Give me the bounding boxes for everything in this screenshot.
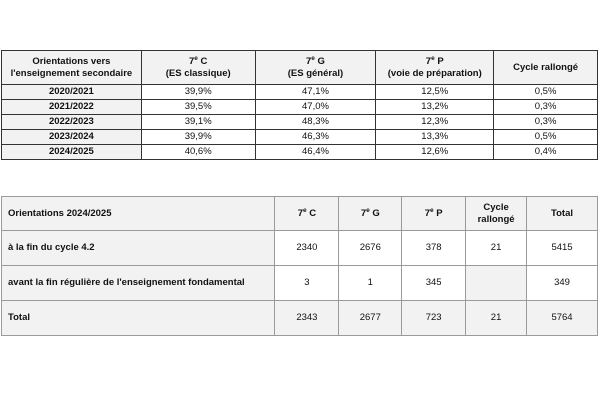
value-cell-7c: 39,5%	[141, 100, 255, 115]
year-cell: 2022/2023	[2, 115, 142, 130]
year-cell: 2021/2022	[2, 100, 142, 115]
header-7g-num: 7	[305, 55, 312, 67]
table-row	[2, 130, 598, 145]
header-cycle-line1: Cycle	[483, 201, 509, 213]
header-7g-sub: (ES général)	[287, 67, 344, 79]
value-cell-7c: 3	[275, 266, 339, 301]
header-7c-num: 7	[297, 207, 303, 219]
value-cell-cycle: 0,3%	[494, 100, 598, 115]
table-row	[2, 100, 598, 115]
value-cell-total: 5415	[527, 231, 598, 266]
value-cell-7p: 12,5%	[376, 85, 494, 100]
header-7g-letter: G	[314, 55, 325, 67]
value-cell-7p: 345	[402, 266, 466, 301]
header-7p-sup: e	[430, 206, 434, 214]
header-7p-sub: (voie de préparation)	[387, 67, 482, 79]
value-cell-cycle	[466, 266, 527, 301]
table-row	[2, 266, 598, 301]
value-cell-7c: 2343	[275, 301, 339, 336]
header-7c-letter: C	[197, 55, 208, 67]
value-cell-total: 5764	[527, 301, 598, 336]
value-cell-7g: 48,3%	[255, 115, 376, 130]
header-7c-letter: C	[306, 207, 317, 219]
value-cell-cycle: 0,4%	[494, 145, 598, 160]
header-cycle-line2: rallongé	[477, 213, 515, 225]
header-7g	[255, 51, 376, 85]
header-7c-sup: e	[302, 206, 307, 214]
header-cycle-rallonge	[466, 197, 527, 231]
header-7g	[339, 197, 402, 231]
value-cell-cycle: 0,5%	[494, 130, 598, 145]
table-header-row	[2, 51, 598, 85]
value-cell-7g: 47,1%	[255, 85, 376, 100]
header-7p-num: 7	[424, 207, 431, 219]
table-row-total	[2, 301, 598, 336]
header-total: Total	[527, 197, 598, 231]
header-7p	[376, 51, 494, 85]
table-row	[2, 231, 598, 266]
value-cell-7g: 47,0%	[255, 100, 376, 115]
orientation-counts-table	[1, 196, 598, 336]
table-row	[2, 145, 598, 160]
header-7g-sup: e	[311, 54, 315, 62]
header-7c	[141, 51, 255, 85]
value-cell-7p: 12,3%	[376, 115, 494, 130]
value-cell-7c: 39,1%	[141, 115, 255, 130]
header-orientations	[2, 51, 142, 85]
year-cell: 2023/2024	[2, 130, 142, 145]
header-7p-letter: P	[433, 207, 443, 219]
header-7g-sup: e	[366, 206, 370, 214]
value-cell-7p: 12,6%	[376, 145, 494, 160]
header-7g-letter: G	[369, 207, 380, 219]
header-cycle-rallonge: Cycle rallongé	[494, 51, 598, 85]
header-7p-num: 7	[425, 55, 432, 67]
value-cell-7p: 723	[402, 301, 466, 336]
header-7c-sup: e	[194, 54, 198, 62]
row-label: avant la fin régulière de l'enseignement fondamental	[2, 266, 275, 301]
orientation-percentages-table	[1, 50, 598, 160]
header-7p-sup: e	[431, 54, 435, 62]
header-7c-num: 7	[188, 55, 195, 67]
value-cell-7p: 13,2%	[376, 100, 494, 115]
header-7c	[275, 197, 339, 231]
header-orientations-line2: l'enseignement secondaire	[10, 67, 133, 79]
header-7g-num: 7	[360, 207, 367, 219]
header-7c-sub: (ES classique)	[165, 67, 231, 79]
year-cell: 2020/2021	[2, 85, 142, 100]
table-row	[2, 115, 598, 130]
value-cell-7g: 46,4%	[255, 145, 376, 160]
value-cell-7p: 378	[402, 231, 466, 266]
value-cell-7g: 46,3%	[255, 130, 376, 145]
value-cell-7c: 39,9%	[141, 85, 255, 100]
value-cell-cycle: 0,5%	[494, 85, 598, 100]
row-label: Total	[2, 301, 275, 336]
value-cell-7g: 1	[339, 266, 402, 301]
value-cell-7c: 2340	[275, 231, 339, 266]
value-cell-cycle: 21	[466, 231, 527, 266]
value-cell-cycle: 21	[466, 301, 527, 336]
header-7p-letter: P	[434, 55, 444, 67]
table-header-row	[2, 197, 598, 231]
header-orientations-2024: Orientations 2024/2025	[2, 197, 275, 231]
value-cell-7g: 2676	[339, 231, 402, 266]
row-label: à la fin du cycle 4.2	[2, 231, 275, 266]
header-orientations-line1: Orientations vers	[32, 55, 111, 67]
value-cell-7c: 39,9%	[141, 130, 255, 145]
value-cell-7c: 40,6%	[141, 145, 255, 160]
value-cell-7p: 13,3%	[376, 130, 494, 145]
header-7p	[402, 197, 466, 231]
value-cell-7g: 2677	[339, 301, 402, 336]
year-cell: 2024/2025	[2, 145, 142, 160]
value-cell-total: 349	[527, 266, 598, 301]
table-row	[2, 85, 598, 100]
value-cell-cycle: 0,3%	[494, 115, 598, 130]
